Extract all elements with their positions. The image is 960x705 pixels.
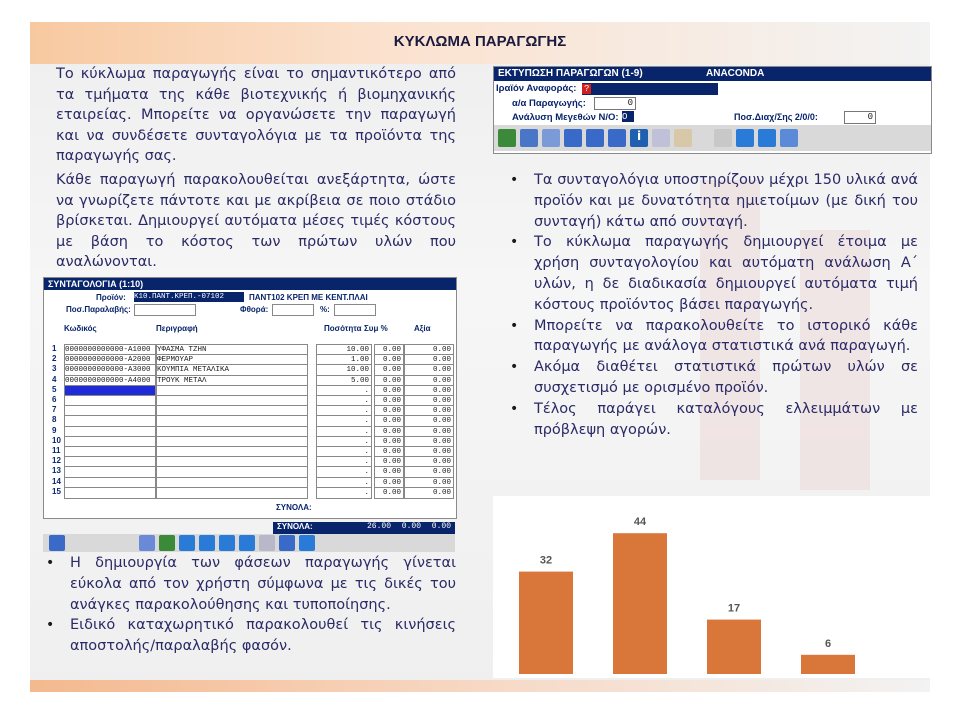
percent-cell[interactable]: 0.00 bbox=[374, 344, 404, 356]
size-analysis-field[interactable] bbox=[622, 111, 634, 122]
window-titlebar bbox=[494, 67, 931, 81]
value-cell[interactable]: 0.00 bbox=[404, 375, 454, 387]
reference-label: Ιραϊόν Αναφοράς: bbox=[496, 83, 577, 94]
info-icon[interactable]: i bbox=[630, 129, 648, 147]
quantity-label: Ποσ.Παραλαβής: bbox=[66, 305, 131, 314]
list-icon[interactable] bbox=[780, 129, 798, 147]
value-cell[interactable]: 0.00 bbox=[404, 354, 454, 366]
code-cell[interactable]: 0000000000000-A1000 bbox=[64, 344, 156, 356]
arrow-down-line-icon[interactable] bbox=[199, 535, 215, 551]
percent-cell[interactable]: 0.00 bbox=[374, 395, 404, 407]
status-label: Ποσ.Διαχ/Σης 2/0/0: bbox=[734, 112, 818, 122]
recipe-toolbar bbox=[43, 534, 455, 552]
percent-cell[interactable]: 0.00 bbox=[374, 415, 404, 427]
data-label: 6 bbox=[824, 637, 832, 650]
value-cell[interactable]: 0.00 bbox=[404, 456, 454, 468]
bar bbox=[519, 572, 573, 674]
percent-cell[interactable]: 0.00 bbox=[374, 426, 404, 438]
loss-field[interactable] bbox=[272, 304, 314, 316]
percent-cell[interactable]: 0.00 bbox=[374, 456, 404, 468]
arrow-left-icon[interactable] bbox=[736, 129, 754, 147]
code-cell[interactable] bbox=[64, 487, 156, 499]
row-number: 1 bbox=[52, 344, 57, 353]
total-quantity: 26.00 bbox=[366, 522, 391, 531]
bar bbox=[801, 655, 855, 674]
arrow-down-icon[interactable] bbox=[49, 535, 65, 551]
list-item: • Ειδικό καταχωρητικό παρακολουθεί τις κινήσεις αποστολής/παραλαβής φασόν. bbox=[36, 615, 456, 657]
intro-paragraph: Το κύκλωμα παραγωγής είναι το σημαντικότερο από τα τμήματα της κάθε βιοτεχνικής ή βιομηχανικής εταιρείας. Μπορείτε να οργανώσετε την παραγωγή και να συνδέσετε συνταγολόγια με τα προϊόντα της παραγωγής σας. bbox=[56, 66, 456, 164]
description-cell[interactable] bbox=[156, 487, 308, 499]
size-analysis-label: Ανάλυση Μεγεθών Ν/Ο: bbox=[512, 112, 619, 123]
quantity-cell[interactable]: 10.00 bbox=[316, 364, 372, 376]
quantity-cell[interactable]: . bbox=[316, 405, 372, 417]
quantity-cell[interactable]: . bbox=[316, 415, 372, 427]
description-cell[interactable]: ΦΕΡΜΟΥΑΡ bbox=[156, 354, 308, 366]
list-item: • Ακόμα διαθέτει στατιστικά πρώτων υλών σε συσχετισμό με ορισμένο προϊόν. bbox=[500, 357, 918, 399]
value-cell[interactable]: 0.00 bbox=[404, 466, 454, 478]
status-field[interactable] bbox=[844, 111, 876, 124]
window-title: ΣΥΝΤΑΓΟΛΟΓΙΑ (1:10) bbox=[48, 279, 144, 289]
quantity-cell[interactable]: . bbox=[316, 446, 372, 458]
product-code-field[interactable] bbox=[134, 292, 244, 302]
quantity-cell[interactable]: . bbox=[316, 456, 372, 468]
row-number: 12 bbox=[52, 456, 61, 466]
company-name: ANACONDA bbox=[706, 68, 765, 79]
totals-bar bbox=[273, 522, 455, 534]
code-cell[interactable]: 0000000000000-A4000 bbox=[64, 375, 156, 387]
production-number-value: 0 bbox=[627, 98, 633, 108]
row-number: 3 bbox=[52, 364, 57, 374]
totals-label-footer: ΣΥΝΟΛΑ: bbox=[277, 522, 313, 531]
list-item: • Το κύκλωμα παραγωγής δημιουργεί έτοιμα με χρήση συνταγολογίου και αυτόματη ανάλωση Α΄ υλών, η δε διαδικασία δημιουργεί αυτόματα τιμή κόστους προϊόντος βάσει παραγωγής. bbox=[500, 232, 918, 315]
data-label: 32 bbox=[539, 554, 553, 567]
quantity-cell[interactable]: . bbox=[316, 385, 372, 397]
production-number-label: α/α Παραγωγής: bbox=[512, 98, 586, 109]
value-cell[interactable]: 0.00 bbox=[404, 487, 454, 499]
quantity-cell[interactable]: . bbox=[316, 477, 372, 489]
value-cell[interactable]: 0.00 bbox=[404, 344, 454, 356]
arrow-up-icon[interactable] bbox=[179, 535, 195, 551]
row-number: 2 bbox=[52, 354, 57, 364]
percent-field[interactable] bbox=[334, 304, 376, 316]
bottom-accent-bar bbox=[30, 680, 930, 692]
value-cell[interactable]: 0.00 bbox=[404, 385, 454, 397]
size-analysis-value: Ο bbox=[622, 112, 628, 122]
save-icon[interactable] bbox=[498, 129, 516, 147]
code-cell[interactable]: 0000000000000-A2000 bbox=[64, 354, 156, 366]
print-productions-window bbox=[493, 66, 932, 154]
status-value: 0 bbox=[867, 112, 873, 122]
print-icon[interactable] bbox=[259, 535, 275, 551]
row-number: 4 bbox=[52, 374, 57, 384]
row-number: 8 bbox=[52, 415, 57, 425]
row-number: 15 bbox=[52, 486, 61, 496]
features-list bbox=[500, 170, 918, 440]
value-cell[interactable]: 0.00 bbox=[404, 405, 454, 417]
code-cell[interactable]: 0000000000000-A3000 bbox=[64, 364, 156, 376]
row-number: 14 bbox=[52, 476, 61, 486]
second-paragraph: Κάθε παραγωγή παρακολουθείται ανεξάρτητα, ώστε να γνωρίζετε πάντοτε και με ακρίβεια σε ποιο στάδιο βρίσκεται. Δημιουργεί αυτόματα μέσες τιμές κόστους με βάση το κόστος των πρώτων υλών που αναλώνονται. bbox=[56, 172, 456, 270]
arrow-left-icon[interactable] bbox=[219, 535, 235, 551]
list-item: • Η δημιουργία των φάσεων παραγωγής γίνεται εύκολα από τον χρήστη σύμφωνα με τις δικές του ανάγκες παρακολούθησης και τυποποίησης. bbox=[36, 553, 456, 615]
percent-cell[interactable]: 0.00 bbox=[374, 466, 404, 478]
bar bbox=[707, 620, 761, 674]
window-toolbar bbox=[494, 125, 931, 151]
list-item: • Τέλος παράγει καταλόγους ελλειμμάτων με πρόβλεψη αγορών. bbox=[500, 399, 918, 441]
row-number: 13 bbox=[52, 466, 61, 476]
reference-field[interactable] bbox=[582, 83, 718, 95]
column-header-percent: Συμ % bbox=[364, 324, 388, 333]
percent-cell[interactable]: 0.00 bbox=[374, 385, 404, 397]
data-label: 44 bbox=[633, 516, 647, 529]
arrow-up-line-icon[interactable] bbox=[299, 535, 315, 551]
recipe-window bbox=[43, 277, 457, 519]
total-value: 0.00 bbox=[431, 522, 451, 531]
loss-label: Φθορά: bbox=[240, 305, 269, 314]
quantity-cell[interactable]: . bbox=[316, 466, 372, 478]
list-icon[interactable] bbox=[279, 535, 295, 551]
arrow-right-icon[interactable] bbox=[758, 129, 776, 147]
value-cell[interactable]: 0.00 bbox=[404, 477, 454, 489]
value-cell[interactable]: 0.00 bbox=[404, 415, 454, 427]
value-cell[interactable]: 0.00 bbox=[404, 446, 454, 458]
document-icon[interactable] bbox=[139, 535, 155, 551]
save-icon[interactable] bbox=[159, 535, 175, 551]
percent-cell[interactable]: 0.00 bbox=[374, 487, 404, 499]
window-title: ΕΚΤΥΠΩΣΗ ΠΑΡΑΓΩΓΩΝ (1-9) bbox=[498, 68, 643, 79]
arrow-down-line-icon[interactable] bbox=[608, 129, 626, 147]
production-number-field[interactable] bbox=[594, 97, 636, 110]
quantity-cell[interactable]: . bbox=[316, 395, 372, 407]
total-percent: 0.00 bbox=[401, 522, 421, 531]
phases-list bbox=[36, 553, 456, 657]
bar-chart bbox=[493, 496, 930, 678]
row-number: 6 bbox=[52, 395, 57, 404]
quantity-cell[interactable]: . bbox=[316, 487, 372, 499]
product-name: ΠΑΝΤ102 ΚΡΕΠ ΜΕ ΚΕΝΤ.ΠΛΑΙ bbox=[249, 293, 368, 302]
percent-cell[interactable]: 0.00 bbox=[374, 375, 404, 387]
quantity-cell[interactable]: 10.00 bbox=[316, 344, 372, 356]
quantity-cell[interactable]: 5.00 bbox=[316, 375, 372, 387]
column-header-description: Περιγραφή bbox=[156, 324, 198, 333]
product-code: K10.ΠΑΝΤ.ΚΡΕΠ.-07102 bbox=[134, 293, 225, 301]
folder-icon[interactable] bbox=[674, 129, 692, 147]
column-header-code: Κωδικός bbox=[64, 324, 97, 333]
quantity-cell[interactable]: 1.00 bbox=[316, 354, 372, 366]
percent-label: %: bbox=[320, 305, 330, 314]
arrow-down-icon[interactable] bbox=[520, 129, 538, 147]
percent-cell[interactable]: 0.00 bbox=[374, 405, 404, 417]
percent-cell[interactable]: 0.00 bbox=[374, 364, 404, 376]
column-header-quantity: Ποσότητα bbox=[324, 324, 362, 333]
quantity-cell[interactable]: . bbox=[316, 426, 372, 438]
description-cell[interactable]: ΚΟΥΜΠΙΑ ΜΕΤΑΛΙΚΑ bbox=[156, 364, 308, 376]
print-icon[interactable] bbox=[652, 129, 670, 147]
percent-cell[interactable]: 0.00 bbox=[374, 446, 404, 458]
arrow-up-line-icon[interactable] bbox=[586, 129, 604, 147]
data-label: 17 bbox=[727, 602, 741, 615]
percent-cell[interactable]: 0.00 bbox=[374, 436, 404, 448]
totals-label: ΣΥΝΟΛΑ: bbox=[276, 503, 312, 512]
percent-cell[interactable]: 0.00 bbox=[374, 477, 404, 489]
description-cell[interactable]: ΤΡΟΥΚ ΜΕΤΑΛ bbox=[156, 375, 308, 387]
row-number: 5 bbox=[52, 384, 57, 394]
row-number: 11 bbox=[52, 446, 61, 455]
value-cell[interactable]: 0.00 bbox=[404, 436, 454, 448]
row-number: 7 bbox=[52, 405, 57, 415]
value-cell[interactable]: 0.00 bbox=[404, 364, 454, 376]
reference-value: ? bbox=[584, 84, 590, 94]
percent-cell[interactable]: 0.00 bbox=[374, 354, 404, 366]
row-number: 9 bbox=[52, 425, 57, 435]
column-header-value: Αξία bbox=[414, 324, 431, 333]
recipe-window-footer bbox=[43, 520, 455, 552]
value-cell[interactable]: 0.00 bbox=[404, 395, 454, 407]
row-number: 10 bbox=[52, 435, 61, 445]
arrow-up-icon[interactable] bbox=[564, 129, 582, 147]
page-title: ΚΥΚΛΩΜΑ ΠΑΡΑΓΩΓΗΣ bbox=[393, 33, 567, 50]
document-icon[interactable] bbox=[542, 129, 560, 147]
window-titlebar bbox=[44, 278, 456, 290]
value-cell[interactable]: 0.00 bbox=[404, 426, 454, 438]
quantity-cell[interactable]: . bbox=[316, 436, 372, 448]
description-cell[interactable]: ΥΦΑΣΜΑ ΤΖΗΝ bbox=[156, 344, 308, 356]
bar bbox=[613, 533, 667, 674]
list-item: • Τα συνταγολόγια υποστηρίζουν μέχρι 150 υλικά ανά προϊόν και με δυνατότητα ημιετοίμων (με δική του συνταγή) κάτω από συνταγή. bbox=[500, 170, 918, 232]
arrow-right-icon[interactable] bbox=[239, 535, 255, 551]
copy-icon[interactable] bbox=[714, 129, 732, 147]
product-label: Προϊόν: bbox=[96, 293, 126, 302]
quantity-field[interactable] bbox=[134, 304, 196, 316]
list-item: • Μπορείτε να παρακολουθείτε το ιστορικό κάθε παραγωγής με ανάλογα στατιστικά ανά παραγωγή. bbox=[500, 316, 918, 358]
